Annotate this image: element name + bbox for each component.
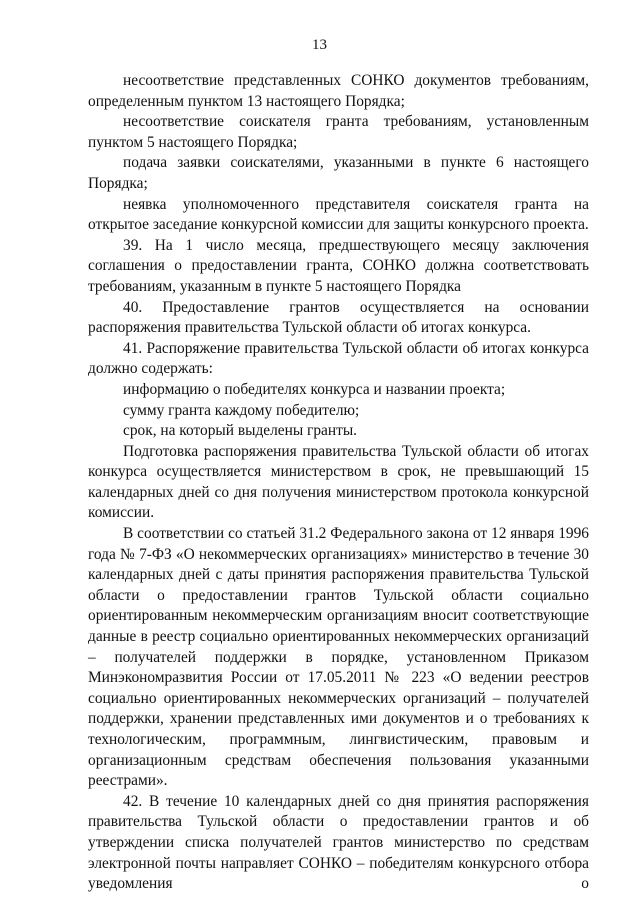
paragraph-registry: В соответствии со статьей 31.2 Федерального закона от 12 января 1996 года № 7-ФЗ «О некоммерческих организациях» министерство в течение 30 календарных дней с даты принятия распоряжения правительства Тульской области о предоставлении грантов Тульской области социально ориентированным некоммерческим организациям вносит соответствующие данные в реестр социально ориентированных некоммерческих организаций – получателей поддержки в порядке, установленном Приказом Минэкономразвития России от 17.05.2011 № 223 «О ведении реестров социально ориентированных некоммерческих организаций – получателей поддержки, хранении представленных ими документов и о требованиях к технологическим, программным, лингвистическим, правовым и организационным средствам обеспечения пользования указанными реестрами».	[88, 525, 589, 790]
list-item-winners-info: информацию о победителях конкурса и названии проекта;	[123, 380, 506, 398]
list-item-grant-period: срок, на который выделены гранты.	[123, 422, 358, 440]
paragraph-item-39: 39. На 1 число месяца, предшествующего месяцу заключения соглашения о предоставлении гранта, СОНКО должна соответствовать требованиям, указанным в пункте 5 настоящего Порядка	[88, 236, 589, 295]
list-item-grant-amount: сумму гранта каждому победителю;	[123, 401, 360, 419]
page-number: 13	[312, 37, 327, 53]
paragraph-order-preparation: Подготовка распоряжения правительства Тульской области об итогах конкурса осуществляется министерством в срок, не превышающий 15 календарных дней со дня получения министерством протокола конкурсной комиссии.	[88, 442, 589, 522]
paragraph-non-appearance: неявка уполномоченного представителя соискателя гранта на открытое заседание конкурсной комиссии для защиты конкурсного проекта.	[88, 195, 589, 234]
paragraph-item-41: 41. Распоряжение правительства Тульской области об итогах конкурса должно содержать:	[88, 339, 589, 378]
paragraph-applicant-mismatch: несоответствие соискателя гранта требованиям, установленным пунктом 5 настоящего Порядка;	[88, 113, 589, 151]
paragraph-doc-mismatch: несоответствие представленных СОНКО документов требованиям, определенным пунктом 13 настоящего Порядка;	[88, 72, 589, 110]
paragraph-application-filing: подача заявки соискателями, указанными в пункте 6 настоящего Порядка;	[88, 154, 589, 192]
paragraph-item-42: 42. В течение 10 календарных дней со дня принятия распоряжения правительства Тульской области о предоставлении грантов и об утверждении списка получателей грантов министерство по средствам электронной почты направляет СОНКО – победителям конкурсного отбора уведомления о	[88, 792, 589, 893]
paragraph-item-40: 40. Предоставление грантов осуществляется на основании распоряжения правительства Тульской области об итогах конкурса.	[88, 298, 589, 337]
document-body	[88, 71, 589, 895]
